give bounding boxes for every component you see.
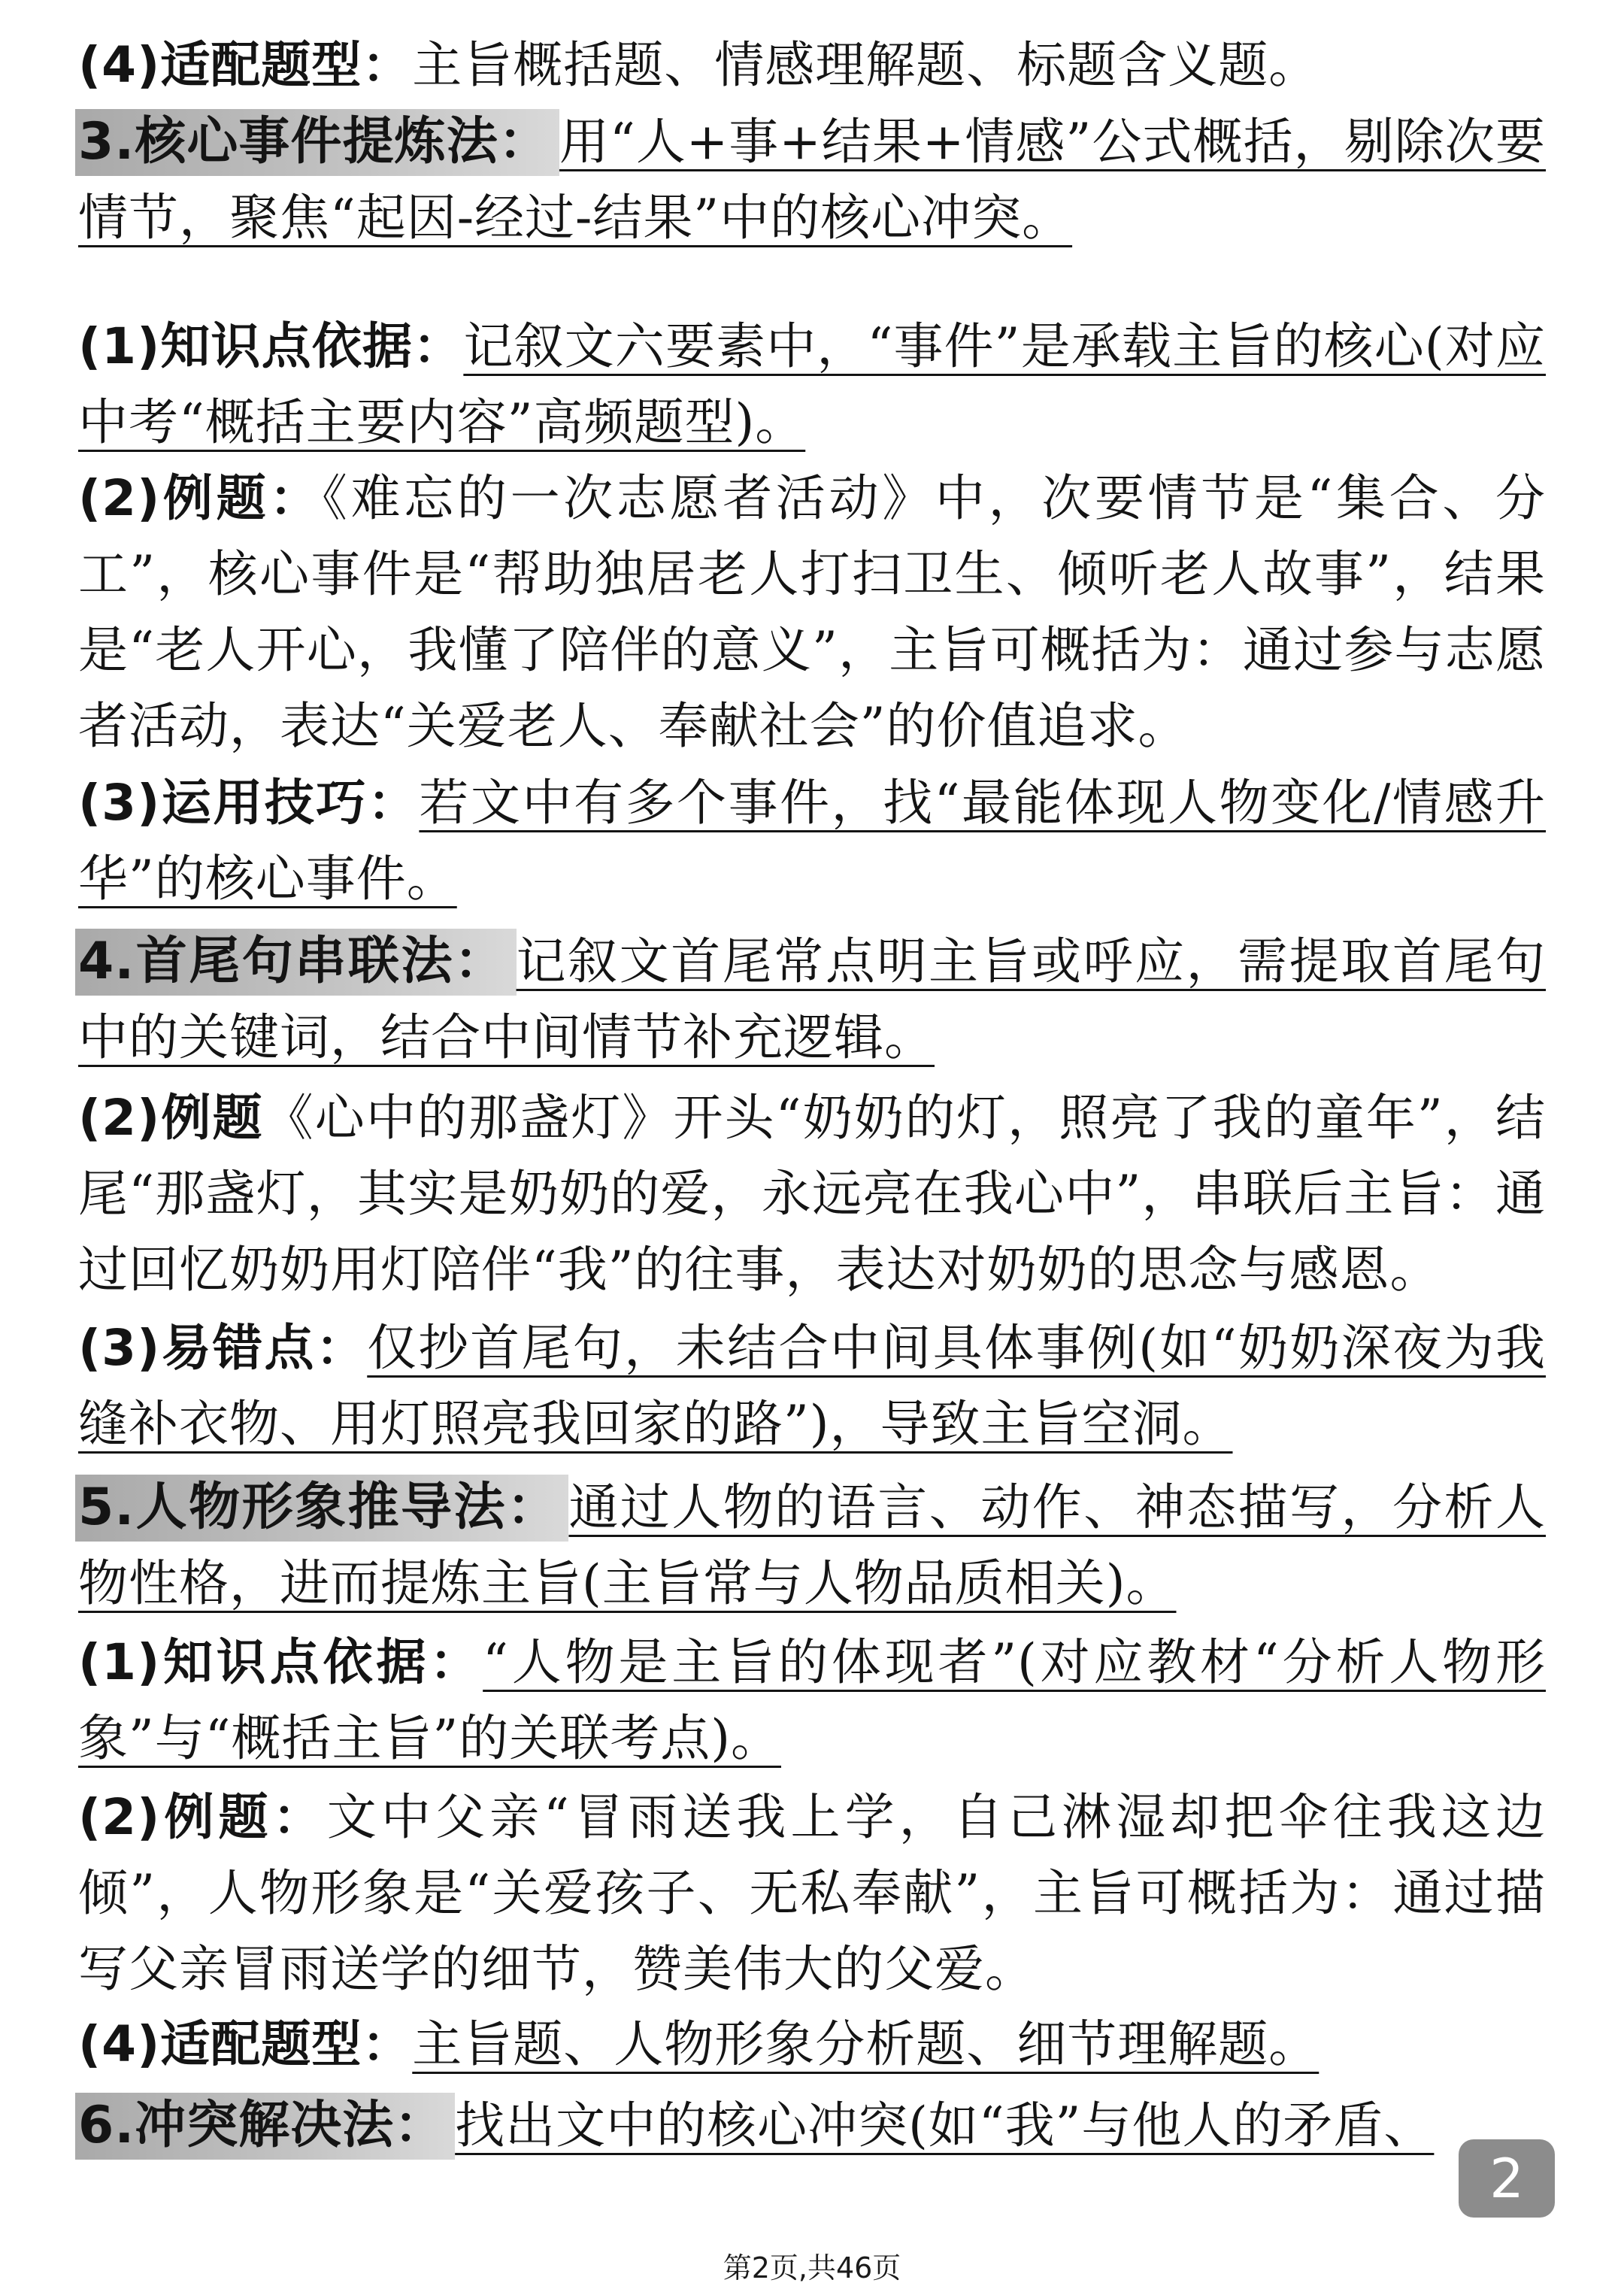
- paragraph-example: [78, 1080, 1546, 1308]
- paragraph-usage-tips: [78, 765, 1546, 917]
- item-text: 主旨题、人物形象分析题、细节理解题。: [412, 2015, 1320, 2073]
- item-text: 若文中有多个事件，找“最能体现人物变化/情感升华”的核心事件。: [78, 774, 1546, 908]
- item-label: (4)适配题型：: [78, 36, 413, 94]
- item-label: (2)例题：: [78, 469, 323, 527]
- section-head-tail-method: [78, 923, 1546, 1075]
- item-text: 记叙文六要素中，“事件”是承载主旨的核心(对应中考“概括主要内容”高频题型)。: [78, 317, 1546, 451]
- section-text: 找出文中的核心冲突(如“我”与他人的矛盾、: [455, 2096, 1435, 2154]
- paragraph-knowledge-basis: [78, 1624, 1546, 1776]
- paragraph-example: [78, 460, 1546, 764]
- item-label: (1)知识点依据：: [78, 317, 464, 375]
- section-text: 记叙文首尾常点明主旨或呼应，需提取首尾句中的关键词，结合中间情节补充逻辑。: [78, 932, 1546, 1066]
- paragraph-example: [78, 1779, 1546, 2007]
- paragraph-applicable-question-types: [78, 2006, 1546, 2082]
- item-label: (4)适配题型：: [78, 2015, 413, 2073]
- section-heading: 4.首尾句串联法：: [75, 929, 517, 996]
- item-text: 主旨概括题、情感理解题、标题含义题。: [412, 36, 1320, 94]
- section-conflict-method: [78, 2087, 1546, 2163]
- item-label: (3)运用技巧：: [78, 774, 420, 832]
- paragraph-knowledge-basis: [78, 308, 1546, 460]
- section-text: 通过人物的语言、动作、神态描写，分析人物性格，进而提炼主旨(主旨常与人物品质相关)。: [78, 1478, 1546, 1612]
- item-label: (1)知识点依据：: [78, 1633, 483, 1691]
- paragraph-applicable-question-types: [78, 27, 1546, 103]
- item-label: (2)例题：: [78, 1788, 327, 1846]
- section-core-event-method: [78, 104, 1546, 256]
- item-text: 《心中的那盏灯》开头“奶奶的灯，照亮了我的童年”，结尾“那盏灯，其实是奶奶的爱，永远亮在我心中”，串联后主旨：通过回忆奶奶用灯陪伴“我”的往事，表达对奶奶的思念与感恩。: [78, 1089, 1546, 1299]
- item-text: 文中父亲“冒雨送我上学，自己淋湿却把伞往我这边倾”，人物形象是“关爱孩子、无私奉献”，主旨可概括为：通过描写父亲冒雨送学的细节，赞美伟大的父爱。: [78, 1788, 1546, 1998]
- page-number-badge: 2: [1459, 2139, 1555, 2218]
- item-text: 《难忘的一次志愿者活动》中，次要情节是“集合、分工”，核心事件是“帮助独居老人打扫卫生、倾听老人故事”，结果是“老人开心，我懂了陪伴的意义”，主旨可概括为：通过参与志愿者活动，表达“关爱老人、奉献社会”的价值追求。: [78, 469, 1546, 755]
- paragraph-common-mistakes: [78, 1310, 1546, 1462]
- section-character-method: [78, 1469, 1546, 1621]
- section-heading: 3.核心事件提炼法：: [75, 109, 559, 176]
- item-text: 仅抄首尾句，未结合中间具体事例(如“奶奶深夜为我缝补衣物、用灯照亮我回家的路”)，导致主旨空洞。: [78, 1319, 1546, 1453]
- section-heading: 6.冲突解决法：: [75, 2093, 455, 2160]
- item-label: (3)易错点：: [78, 1319, 368, 1377]
- item-label: (2)例题: [78, 1089, 264, 1147]
- item-text: “人物是主旨的体现者”(对应教材“分析人物形象”与“概括主旨”的关联考点)。: [78, 1633, 1546, 1767]
- section-text: 用“人+事+结果+情感”公式概括，剔除次要情节，聚焦“起因-经过-结果”中的核心冲突。: [78, 113, 1546, 247]
- section-heading: 5.人物形象推导法：: [75, 1475, 568, 1542]
- page-footer: 第2页,共46页: [723, 2251, 901, 2284]
